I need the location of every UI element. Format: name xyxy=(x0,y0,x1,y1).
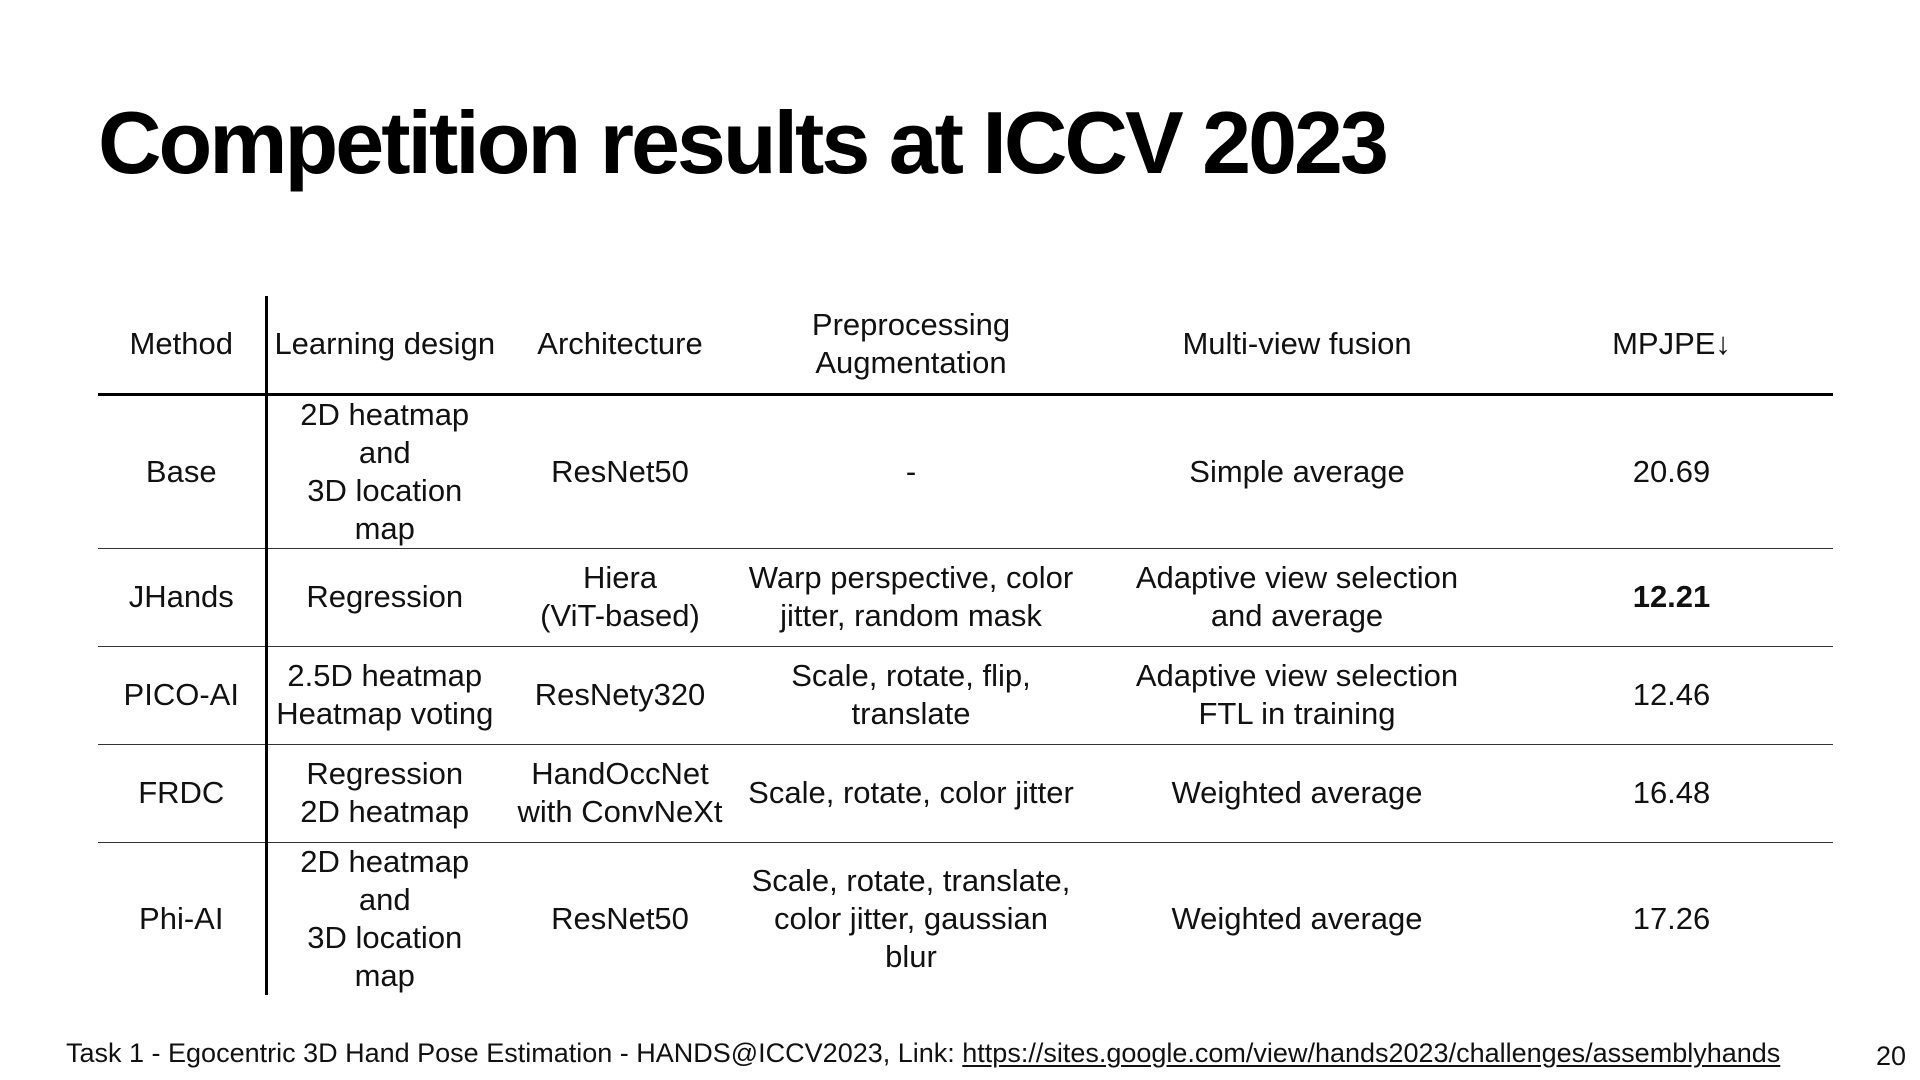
cell-mpjpe: 16.48 xyxy=(1510,744,1833,842)
cell-architecture: ResNet50 xyxy=(551,453,689,489)
table-row xyxy=(98,548,1833,646)
cell-preprocessing: Scale, rotate, flip, translate xyxy=(738,646,1084,744)
cell-mpjpe: 17.26 xyxy=(1510,842,1833,995)
cell-preprocessing: Warp perspective, color jitter, random mask xyxy=(738,548,1084,646)
results-table xyxy=(98,296,1833,995)
cell-multi-view-fusion: Simple average xyxy=(1189,453,1405,489)
table-row xyxy=(98,744,1833,842)
table-row xyxy=(98,842,1833,995)
header-multi-view-fusion: Multi-view fusion xyxy=(1084,296,1510,394)
header-preprocessing: Preprocessing Augmentation xyxy=(738,296,1084,394)
footer-link[interactable]: https://sites.google.com/view/hands2023/challenges/assemblyhands xyxy=(962,1038,1781,1068)
header-architecture: Architecture xyxy=(502,296,738,394)
page-number: 20 xyxy=(1875,1041,1906,1071)
cell-learning-design: 2D heatmap and 3D location map xyxy=(266,842,502,995)
cell-mpjpe-best: 12.21 xyxy=(1510,548,1833,646)
cell-mpjpe: 12.46 xyxy=(1510,646,1833,744)
cell-method: Base xyxy=(98,394,266,548)
cell-architecture: ResNety320 xyxy=(502,646,738,744)
cell-method: FRDC xyxy=(98,744,266,842)
cell-multi-view-fusion: Weighted average xyxy=(1084,744,1510,842)
cell-method: PICO-AI xyxy=(98,646,266,744)
table-header-row xyxy=(98,296,1833,394)
cell-learning-design: 2.5D heatmap Heatmap voting xyxy=(266,646,502,744)
cell-architecture: ResNet50 xyxy=(502,842,738,995)
cell-method: Phi-AI xyxy=(98,842,266,995)
cell-mpjpe: 20.69 xyxy=(1632,453,1711,489)
footer-note xyxy=(66,1037,1780,1069)
cell-multi-view-fusion: Weighted average xyxy=(1084,842,1510,995)
cell-learning-design: Regression 2D heatmap xyxy=(266,744,502,842)
header-learning-design: Learning design xyxy=(266,296,502,394)
cell-architecture: HandOccNet with ConvNeXt xyxy=(502,744,738,842)
cell-multi-view-fusion: Adaptive view selection FTL in training xyxy=(1084,646,1510,744)
header-method: Method xyxy=(98,296,266,394)
cell-preprocessing: Scale, rotate, color jitter xyxy=(738,744,1084,842)
table-row xyxy=(98,646,1833,744)
cell-learning-design: Regression xyxy=(266,548,502,646)
header-mpjpe: MPJPE↓ xyxy=(1510,296,1833,394)
slide-title: Competition results at ICCV 2023 xyxy=(98,93,1386,192)
cell-multi-view-fusion: Adaptive view selection and average xyxy=(1084,548,1510,646)
cell-architecture: Hiera (ViT-based) xyxy=(502,548,738,646)
table-row xyxy=(98,394,1833,548)
cell-method: JHands xyxy=(98,548,266,646)
footer-text: Task 1 - Egocentric 3D Hand Pose Estimation - HANDS@ICCV2023, Link: xyxy=(66,1038,963,1068)
cell-preprocessing: - xyxy=(905,453,917,489)
cell-learning-design: 2D heatmap and 3D location map xyxy=(300,396,470,546)
cell-preprocessing: Scale, rotate, translate, color jitter, gaussian blur xyxy=(738,842,1084,995)
